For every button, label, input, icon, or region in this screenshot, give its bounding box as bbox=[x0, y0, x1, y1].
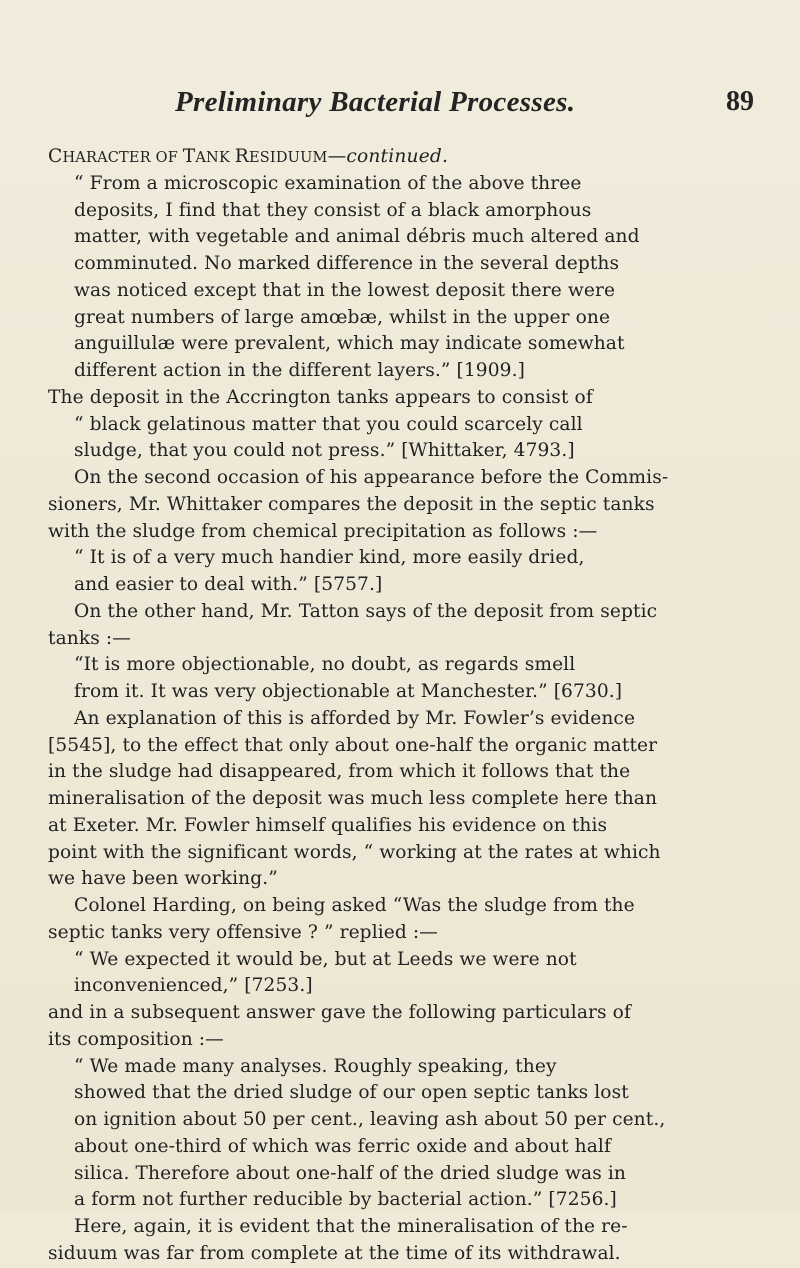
section-heading-part: T bbox=[182, 146, 196, 167]
text-line: “ black gelatinous matter that you could scarcely call bbox=[74, 413, 583, 435]
body-text bbox=[48, 144, 758, 1268]
text-line: different action in the different layers.” [1909.] bbox=[74, 360, 525, 381]
text-line: [5545], to the effect that only about one-half the organic matter bbox=[48, 734, 658, 756]
text-line: sludge, that you could not press.” [Whittaker, 4793.] bbox=[74, 440, 575, 462]
text-line: with the sludge from chemical precipitation as follows :— bbox=[48, 520, 598, 542]
text-line: anguillulæ were prevalent, which may indicate somewhat bbox=[74, 333, 625, 355]
section-heading-part: ANK bbox=[195, 150, 235, 166]
text-line: showed that the dried sludge of our open septic tanks lost bbox=[74, 1082, 629, 1104]
text-line: On the other hand, Mr. Tatton says of the deposit from septic bbox=[74, 600, 658, 622]
text-line: “ From a microscopic examination of the above three bbox=[74, 172, 582, 194]
text-line: and easier to deal with.” [5757.] bbox=[74, 574, 383, 595]
section-heading-part: HARACTER OF bbox=[62, 150, 183, 166]
text-line: The deposit in the Accrington tanks appears to consist of bbox=[48, 386, 593, 408]
text-line: deposits, I find that they consist of a black amorphous bbox=[74, 199, 592, 221]
text-line: “ We made many analyses. Roughly speaking, they bbox=[74, 1055, 557, 1077]
text-line: a form not further reducible by bacterial action.” [7256.] bbox=[74, 1189, 617, 1211]
text-line: septic tanks very offensive ? ” replied :— bbox=[48, 921, 438, 943]
text-line: we have been working.” bbox=[48, 868, 278, 890]
text-line: Here, again, it is evident that the mineralisation of the re- bbox=[74, 1216, 628, 1237]
text-line: “It is more objectionable, no doubt, as regards smell bbox=[74, 654, 576, 676]
text-line: on ignition about 50 per cent., leaving ash about 50 per cent., bbox=[74, 1109, 666, 1130]
text-line: in the sludge had disappeared, from which it follows that the bbox=[48, 761, 631, 783]
text-line: Colonel Harding, on being asked “Was the sludge from the bbox=[74, 895, 635, 916]
text-line: about one-third of which was ferric oxide and about half bbox=[74, 1135, 611, 1157]
text-line: On the second occasion of his appearance before the Commis- bbox=[74, 467, 669, 488]
text-line: and in a subsequent answer gave the following particulars of bbox=[48, 1002, 631, 1023]
text-line: siduum was far from complete at the time of its withdrawal. bbox=[48, 1242, 621, 1264]
text-line: great numbers of large amœbæ, whilst in the upper one bbox=[74, 306, 611, 328]
running-head bbox=[0, 86, 800, 126]
section-heading bbox=[48, 144, 758, 171]
text-line: sioners, Mr. Whittaker compares the deposit in the septic tanks bbox=[48, 493, 655, 515]
text-line: at Exeter. Mr. Fowler himself qualifies his evidence on this bbox=[48, 814, 608, 836]
section-heading-part: R bbox=[234, 146, 249, 167]
text-line: matter, with vegetable and animal débris much altered and bbox=[74, 226, 640, 248]
text-line: “ It is of a very much handier kind, more easily dried, bbox=[74, 547, 585, 569]
text-line: from it. It was very objectionable at Manchester.” [6730.] bbox=[74, 681, 623, 702]
text-line: was noticed except that in the lowest deposit there were bbox=[74, 279, 616, 301]
running-title: Preliminary Bacterial Processes. bbox=[175, 86, 576, 118]
page-number: 89 bbox=[726, 86, 754, 117]
text-line: silica. Therefore about one-half of the dried sludge was in bbox=[74, 1162, 627, 1184]
text-line: inconvenienced,” [7253.] bbox=[74, 975, 313, 997]
text-line: tanks :— bbox=[48, 627, 131, 649]
section-heading-continued: —continued. bbox=[327, 146, 449, 167]
text-line: its composition :— bbox=[48, 1028, 224, 1050]
section-heading-part: C bbox=[48, 146, 63, 167]
text-line: “ We expected it would be, but at Leeds we were not bbox=[74, 948, 577, 970]
text-line: An explanation of this is afforded by Mr. Fowler’s evidence bbox=[74, 707, 636, 729]
text-line: comminuted. No marked difference in the several depths bbox=[74, 253, 620, 274]
section-heading-part: ESIDUUM bbox=[249, 150, 328, 166]
text-line: point with the significant words, “ working at the rates at which bbox=[48, 841, 661, 863]
text-line: mineralisation of the deposit was much less complete here than bbox=[48, 788, 658, 809]
